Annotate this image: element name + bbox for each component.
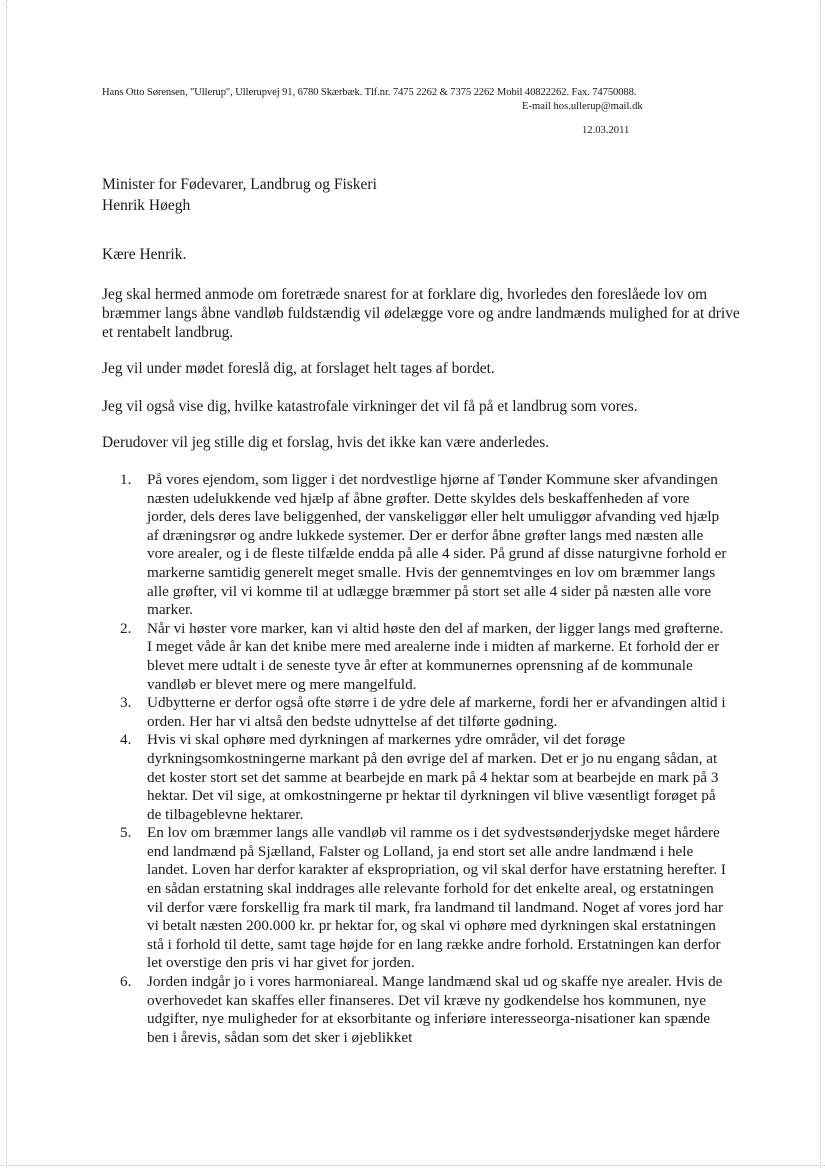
list-item-text: Jorden indgår jo i vores harmoniareal. Mange landmænd skal ud og skaffe nye arealer. Hvis de overhovedet kan skaffes eller finanseres. Det vil kræve ny godkendelse hos kommunen, nye udgifter, nye muligheder for at eksorbitante og inferiøre interesseorga-nisationer kan spænde ben i årevis, sådan som det sker i øjeblikket (147, 973, 723, 1046)
paragraph: Jeg skal hermed anmode om foretræde snarest for at forklare dig, hvorledes den foreslåede lov om bræmmer langs åbne vandløb fuldstændig vil ødelægge vore og andre landmænds mulighed for at drive et rentabelt landbrug. (102, 286, 740, 341)
list-item (112, 620, 732, 694)
list-item (112, 471, 732, 620)
list-number: 1. (120, 471, 132, 488)
list-item (112, 973, 732, 1047)
list-item (112, 824, 732, 973)
scan-edge-bottom (0, 1165, 825, 1166)
recipient-title: Minister for Fødevarer, Landbrug og Fiskeri (102, 176, 377, 193)
scan-edge-left (6, 0, 7, 1168)
list-item-text: En lov om bræmmer langs alle vandløb vil ramme os i det sydvestsønderjydske meget hårdere end landmænd på Sjælland, Falster og Lolland, ja end stort set alle andre landmænd i hele landet. Loven har derfor karakter af ekspropriation, og vil skal derfor have erstatning herefter. I en sådan erstatning skal inddrages alle relevante forhold for det enkelte areal, og erstatningen vil derfor være forskellig fra mark til mark, fra landmand til landmand. Noget af vores jord har vi betalt næsten 200.000 kr. pr hektar for, og skal vi ophøre med dyrkningen skal erstatningen stå i forhold til dette, samt tage højde for en lang række andre forhold. Erstatningen kan derfor let overstige den pris vi har givet for jorden. (147, 824, 726, 972)
list-item (112, 731, 732, 824)
letter-date: 12.03.2011 (582, 125, 630, 136)
list-number: 4. (120, 731, 132, 749)
list-number: 6. (120, 973, 132, 991)
list-number: 5. (120, 824, 132, 842)
list-number: 3. (120, 694, 132, 712)
list-number: 2. (120, 619, 132, 637)
numbered-list (112, 471, 732, 1047)
recipient-block (102, 174, 377, 216)
list-item-text: Udbytterne er derfor også ofte større i de ydre dele af markerne, fordi her er afvandingen altid i orden. Her har vi altså den bedste udnyttelse af det tilførte gødning. (147, 694, 726, 730)
sender-email-line: E-mail hos.ullerup@mail.dk (522, 101, 643, 112)
list-item-text: Hvis vi skal ophøre med dyrkningen af markernes ydre områder, vil det forøge dyrkningsomkostningerne markant på den øvrige del af marken. Det er jo nu engang sådan, at det koster stort set det samme at bearbejde en mark på 4 hektar som at bearbejde en mark på 3 hektar. Det vil sige, at omkostningerne pr hektar til dyrkningen vil blive væsentligt forøget på de tilbageblevne hektarer. (147, 731, 719, 823)
recipient-name: Henrik Høegh (102, 197, 191, 214)
paragraph: Derudover vil jeg stille dig et forslag, hvis det ikke kan være anderledes. (102, 434, 550, 451)
scan-edge-right (820, 0, 821, 1168)
list-item-text: Når vi høster vore marker, kan vi altid høste den del af marken, der ligger langs med grøfterne. I meget våde år kan det knibe mere med arealerne inde i midten af markerne. Et forhold der er blevet mere udtalt i de seneste tyve år efter at kommunernes oprensning af de kommunale vandløb er blevet mere og mere mangelfuld. (147, 619, 724, 693)
list-item-text: På vores ejendom, som ligger i det nordvestlige hjørne af Tønder Kommune sker afvandingen næsten udelukkende ved hjælp af åbne grøfter. Dette skyldes dels beskaffenheden af vore jorder, dels deres lave beliggenhed, der vanskeliggør eller helt umuliggør afvanding ved hjælp af dræningsrør og andre lukkede systemer. Der er derfor åbne grøfter langs med næsten alle vore arealer, og i de fleste tilfælde endda på alle 4 sider. På grund af disse naturgivne forhold er markerne samtidig generelt meget smalle. Hvis der gennemtvinges en lov om bræmmer langs alle grøfter, vil vi komme til at udlægge bræmmer på stort set alle 4 sider på næsten alle vore marker. (147, 471, 727, 619)
list-item (112, 694, 732, 731)
sender-address-line: Hans Otto Sørensen, "Ullerup", Ullerupvej 91, 6780 Skærbæk. Tlf.nr. 7475 2262 & 7375 2262 Mobil 40822262. Fax. 74750088. (102, 87, 637, 98)
greeting: Kære Henrik. (102, 246, 187, 263)
paragraph: Jeg vil under mødet foreslå dig, at forslaget helt tages af bordet. (102, 360, 495, 377)
paragraph: Jeg vil også vise dig, hvilke katastrofale virkninger det vil få på et landbrug som vores. (102, 398, 638, 415)
